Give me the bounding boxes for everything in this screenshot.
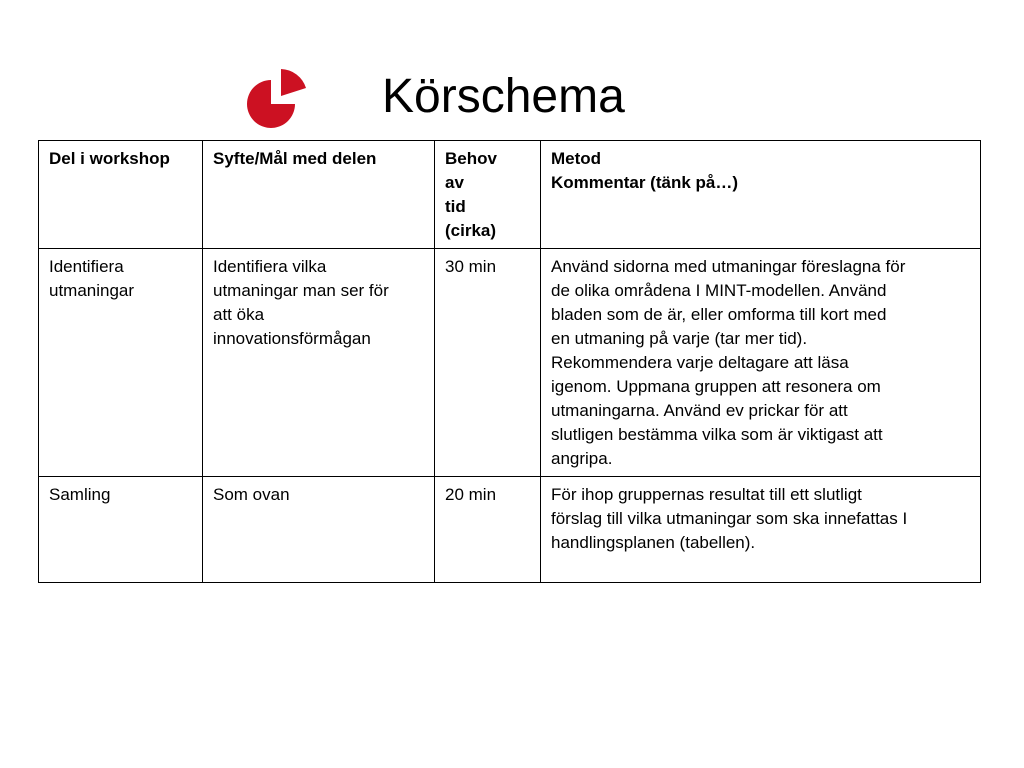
slide-title: Körschema [382, 70, 625, 123]
schedule-table [38, 140, 981, 583]
header-metod-kommentar: Metod Kommentar (tänk på…) [541, 141, 981, 249]
table-row [39, 477, 981, 583]
cell-metod: För ihop gruppernas resultat till ett slutligt förslag till vilka utmaningar som ska innefattas I handlingsplanen (tabellen). [541, 477, 981, 583]
cell-tid: 20 min [435, 477, 541, 583]
cell-del: Identifiera utmaningar [39, 249, 203, 477]
cell-syfte: Identifiera vilka utmaningar man ser för att öka innovationsförmågan [203, 249, 435, 477]
header-del-i-workshop: Del i workshop [39, 141, 203, 249]
cell-tid: 30 min [435, 249, 541, 477]
table-header-row [39, 141, 981, 249]
cell-metod: Använd sidorna med utmaningar föreslagna för de olika områdena I MINT-modellen. Använd bladen som de är, eller omforma till kort med en utmaning på varje (tar mer tid). Rekommendera varje deltagare att läsa igenom. Uppmana gruppen att resonera om utmaningarna. Använd ev prickar för att slutligen bestämma vilka som är viktigast att angripa. [541, 249, 981, 477]
red-pie-chart-icon [243, 66, 309, 130]
header-syfte-mal: Syfte/Mål med delen [203, 141, 435, 249]
table-row [39, 249, 981, 477]
cell-del: Samling [39, 477, 203, 583]
header-behov-av-tid: Behov av tid (cirka) [435, 141, 541, 249]
cell-syfte: Som ovan [203, 477, 435, 583]
